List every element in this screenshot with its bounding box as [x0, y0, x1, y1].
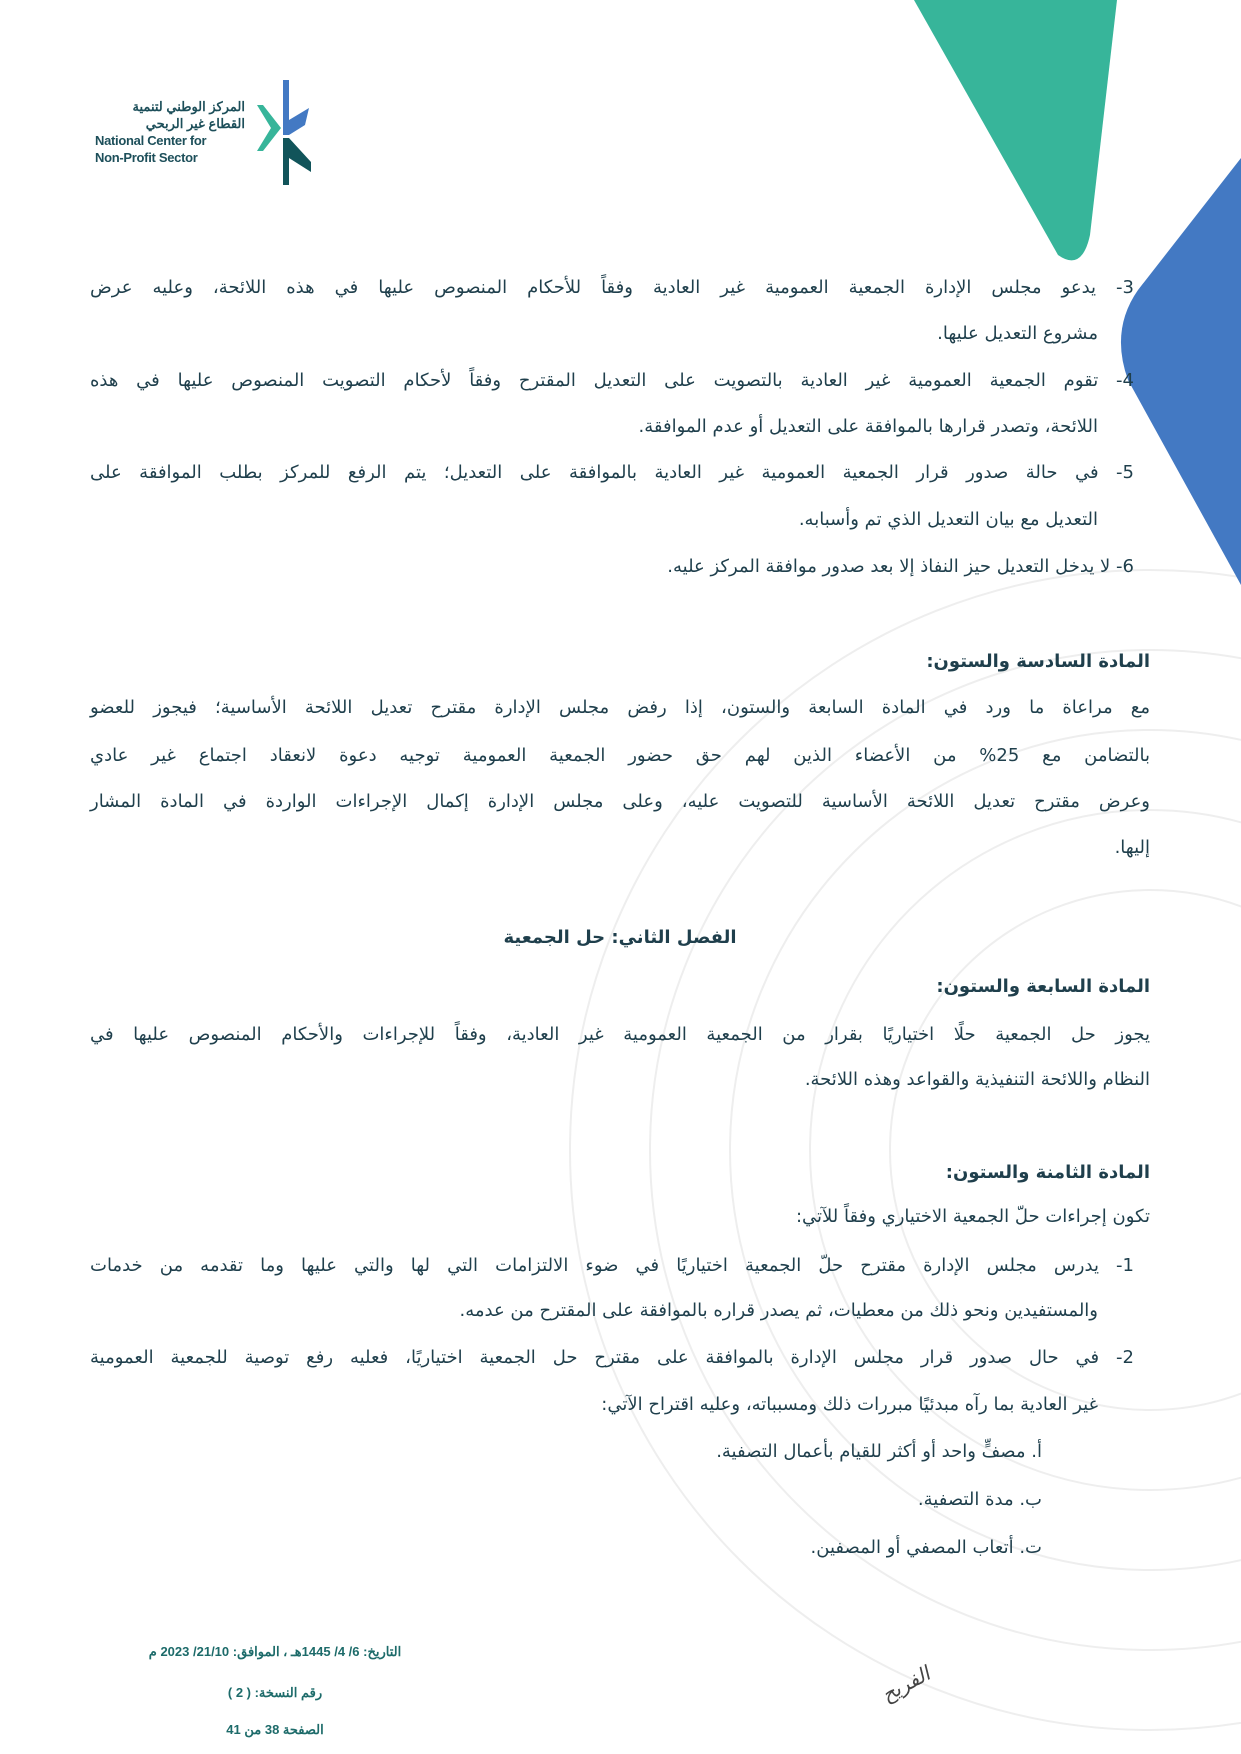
sub-item-b: ب. مدة التصفية.: [917, 1489, 1042, 1510]
logo: [95, 80, 335, 185]
list-item-6: 6- لا يدخل التعديل حيز النفاذ إلا بعد صدور موافقة المركز عليه.: [667, 556, 1134, 577]
article-68-item1-line2: والمستفيدين ونحو ذلك من معطيات، ثم يصدر قراره بالموافقة على المقترح من عدمه.: [459, 1300, 1098, 1321]
logo-english-line2: Non-Profit Sector: [95, 150, 198, 165]
article-67-heading: المادة السابعة والستون:: [936, 976, 1150, 997]
sub-item-c: ت. أتعاب المصفي أو المصفين.: [810, 1537, 1042, 1558]
footer-date: التاريخ: 6/ 4/ 1445هـ ، الموافق: 21/10/ 2023 م: [148, 1644, 402, 1659]
article-66-heading: المادة السادسة والستون:: [926, 651, 1150, 672]
list-item-3-line2: مشروع التعديل عليها.: [937, 323, 1098, 344]
signature: الفريح: [877, 1661, 934, 1707]
logo-english-line1: National Center for: [95, 133, 207, 148]
sub-item-a: أ. مصفٍّ واحد أو أكثر للقيام بأعمال التصفية.: [716, 1441, 1042, 1462]
logo-arabic-line1: المركز الوطني لتنمية: [132, 99, 245, 114]
list-item-4-line2: اللائحة، وتصدر قرارها بالموافقة على التعديل أو عدم الموافقة.: [638, 416, 1098, 437]
article-67-line1: يجوز حل الجمعية حلًا اختياريًا بقرار من الجمعية العمومية غير العادية، وفقاً للإجراءات والأحكام المنصوص عليها في: [90, 1024, 1150, 1045]
footer-version: رقم النسخة: ( 2 ): [227, 1685, 323, 1700]
list-item-3-line1: 3- يدعو مجلس الإدارة الجمعية العمومية غير العادية وفقاً للأحكام المنصوص عليها في هذه اللائحة، وعليه عرض: [90, 277, 1134, 298]
article-68-heading: المادة الثامنة والستون:: [945, 1162, 1150, 1183]
logo-arabic-line2: القطاع غير الربحي: [145, 116, 245, 131]
article-68-intro: تكون إجراءات حلّ الجمعية الاختياري وفقاً للآتي:: [795, 1206, 1150, 1227]
article-68-item1-line1: 1- يدرس مجلس الإدارة مقترح حلّ الجمعية اختياريًا في ضوء الالتزامات التي لها والتي عليها وما تقدمه من خدمات: [90, 1255, 1134, 1276]
logo-mark-icon: [253, 80, 323, 185]
article-66-line3: وعرض مقترح تعديل اللائحة الأساسية للتصويت عليه، وعلى مجلس الإدارة إكمال الإجراءات الواردة في المادة المشار: [90, 791, 1150, 812]
article-68-item2-line1: 2- في حال صدور قرار مجلس الإدارة بالموافقة على مقترح حل الجمعية اختياريًا، فعليه رفع توصية للجمعية العمومية: [90, 1347, 1134, 1368]
article-66-line4: إليها.: [1114, 837, 1150, 858]
list-item-5-line1: 5- في حالة صدور قرار الجمعية العمومية غير العادية بالموافقة على التعديل؛ يتم الرفع للمركز بطلب الموافقة على: [90, 462, 1134, 483]
article-66-line2: بالتضامن مع 25% من الأعضاء الذين لهم حق حضور الجمعية العمومية توجيه دعوة لانعقاد اجتماع غير عادي: [90, 745, 1151, 766]
blue-corner-shape: [1121, 158, 1241, 585]
footer-page-number: الصفحة 38 من 41: [226, 1722, 324, 1737]
teal-corner-shape: [914, 0, 1117, 260]
list-item-4-line1: 4- تقوم الجمعية العمومية غير العادية بالتصويت على التعديل المقترح وفقاً لأحكام التصويت المنصوص عليها في هذه: [90, 370, 1134, 391]
chapter-title: الفصل الثاني: حل الجمعية: [503, 927, 737, 948]
article-67-line2: النظام واللائحة التنفيذية والقواعد وهذه اللائحة.: [804, 1069, 1150, 1090]
list-item-5-line2: التعديل مع بيان التعديل الذي تم وأسبابه.: [798, 509, 1098, 530]
article-66-line1: مع مراعاة ما ورد في المادة السابعة والستون، إذا رفض مجلس الإدارة مقترح تعديل اللائحة الأساسية؛ فيجوز للعضو: [90, 697, 1150, 718]
article-68-item2-line2: غير العادية بما رآه مبدئيًا مبررات ذلك ومسبباته، وعليه اقتراح الآتي:: [601, 1394, 1098, 1415]
